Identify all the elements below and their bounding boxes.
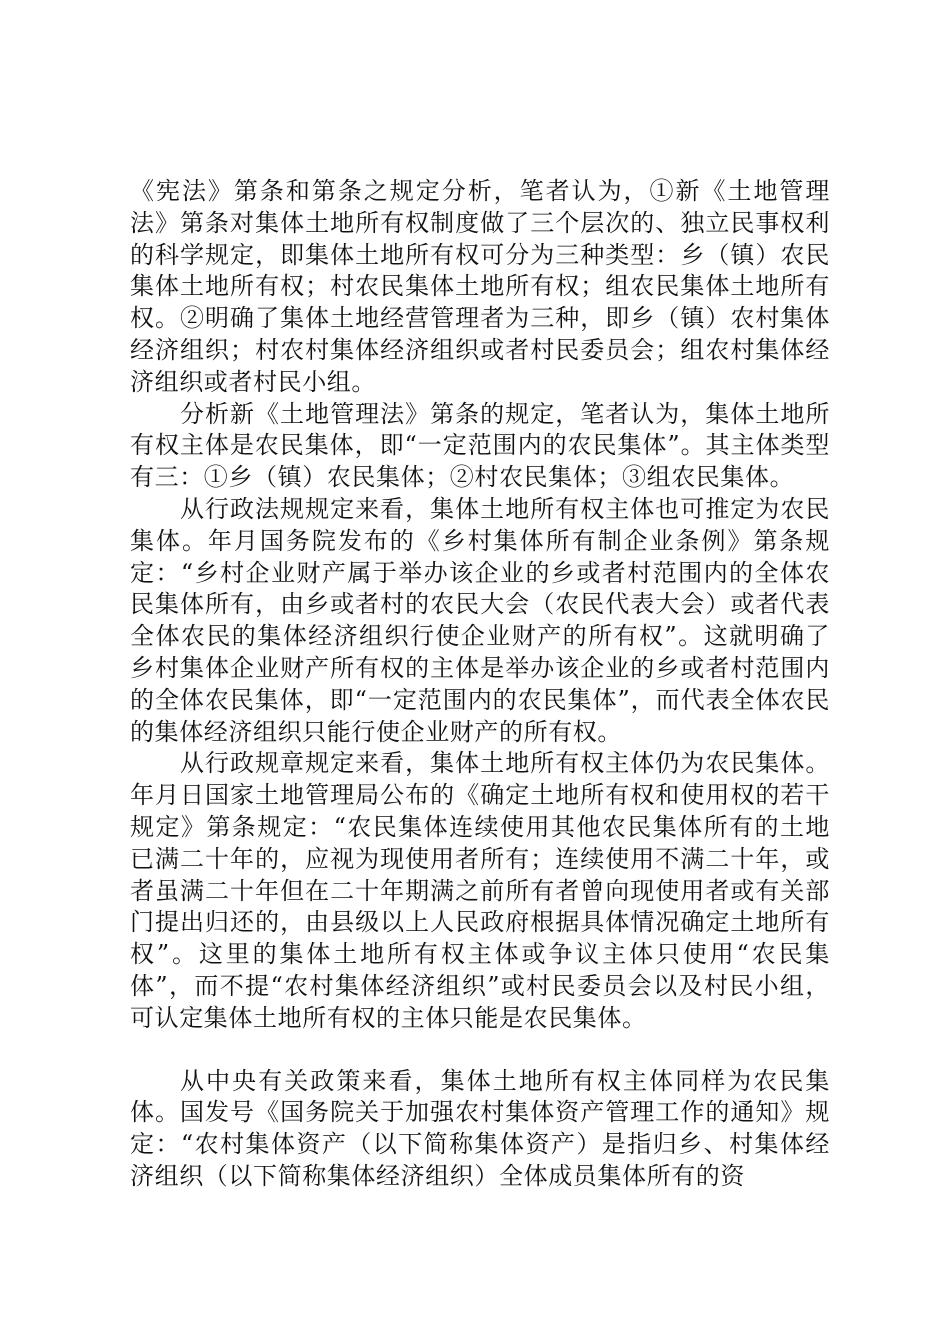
paragraph-3: 从行政法规规定来看，集体土地所有权主体也可推定为农民集体。年月国务院发布的《乡村集体所有制企业条例》第条规定：“乡村企业财产属于举办该企业的乡或者村范围内的全体农民集体所有，由乡或者村的农民大会（农民代表大会）或者代表全体农民的集体经济组织行使企业财产的所有权”。这就明确了乡村集体企业财产所有权的主体是举办该企业的乡或者村范围内的全体农民集体，即“一定范围内的农民集体”，而代表全体农民的集体经济组织只能行使企业财产的所有权。	[130, 494, 830, 746]
document-body	[130, 176, 830, 1193]
paragraph-4: 从行政规章规定来看，集体土地所有权主体仍为农民集体。年月日国家土地管理局公布的《确定土地所有权和使用权的若干规定》第条规定：“农民集体连续使用其他农民集体所有的土地已满二十年的，应视为现使用者所有；连续使用不满二十年，或者虽满二十年但在二十年期满之前所有者曾向现使用者或有关部门提出归还的，由县级以上人民政府根据具体情况确定土地所有权”。这里的集体土地所有权主体或争议主体只使用“农民集体”，而不提“农村集体经济组织”或村民委员会以及村民小组，可认定集体土地所有权的主体只能是农民集体。	[130, 749, 830, 1032]
paragraph-1: 《宪法》第条和第条之规定分析，笔者认为，①新《土地管理法》第条对集体土地所有权制度做了三个层次的、独立民事权利的科学规定，即集体土地所有权可分为三种类型：乡（镇）农民集体土地所有权；村农民集体土地所有权；组农民集体土地所有权。②明确了集体土地经营管理者为三种，即乡（镇）农村集体经济组织；村农村集体经济组织或者村民委员会；组农村集体经济组织或者村民小组。	[130, 177, 830, 396]
paragraph-2: 分析新《土地管理法》第条的规定，笔者认为，集体土地所有权主体是农民集体，即“一定范围内的农民集体”。其主体类型有三：①乡（镇）农民集体；②村农民集体；③组农民集体。	[130, 399, 830, 492]
paragraph-5: 从中央有关政策来看，集体土地所有权主体同样为农民集体。国发号《国务院关于加强农村集体资产管理工作的通知》规定：“农村集体资产（以下简称集体资产）是指归乡、村集体经济组织（以下简称集体经济组织）全体成员集体所有的资	[130, 1066, 830, 1190]
